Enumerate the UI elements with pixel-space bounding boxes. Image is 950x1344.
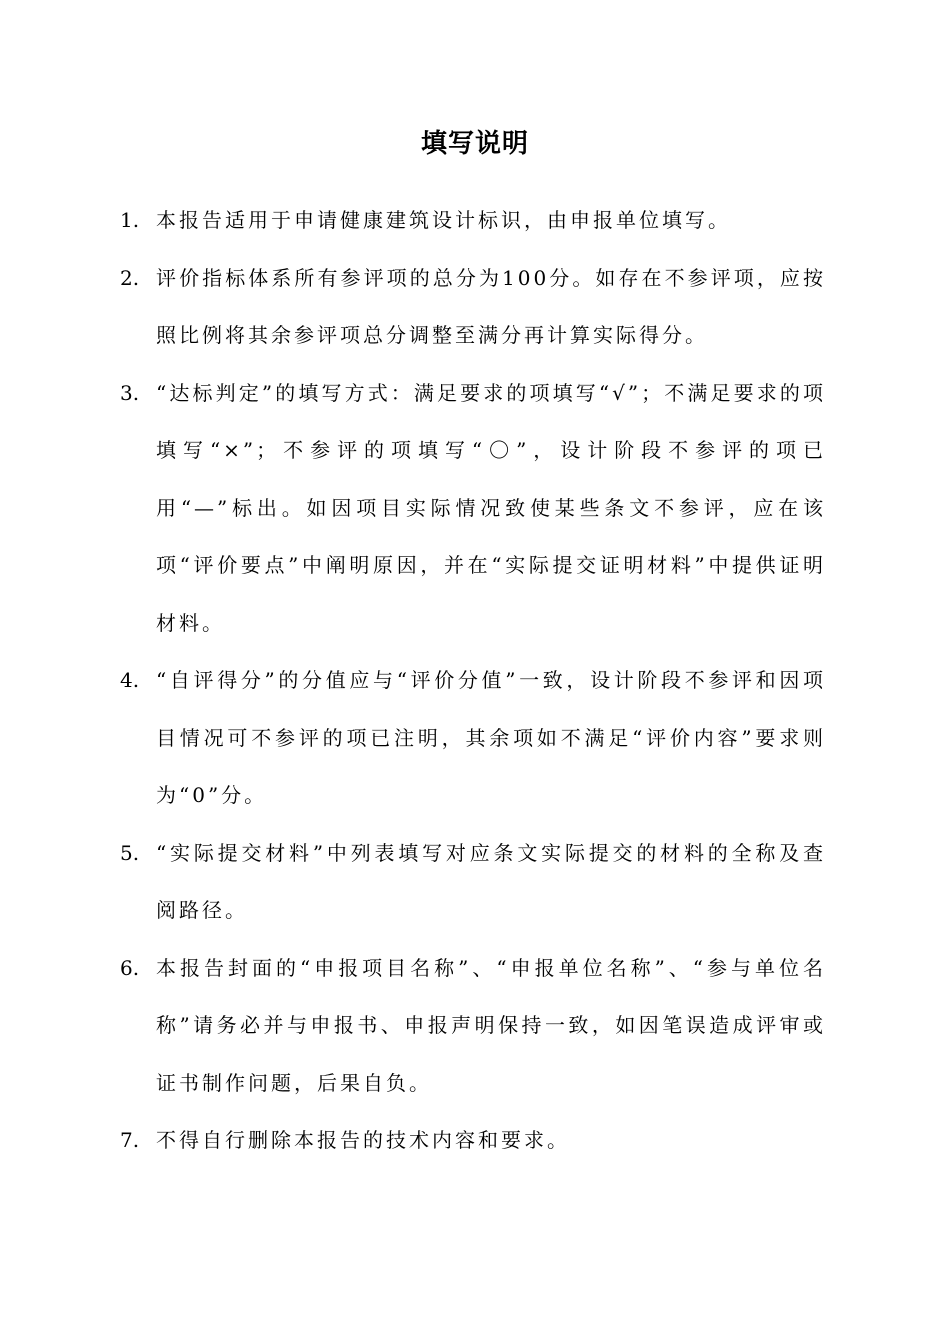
item-text: 评价指标体系所有参评项的总分为100分。如存在不参评项，应按照比例将其余参评项总分调整至满分再计算实际得分。: [156, 265, 826, 347]
item-number: 5.: [120, 840, 140, 865]
item-text: “实际提交材料”中列表填写对应条文实际提交的材料的全称及查阅路径。: [156, 840, 826, 922]
instruction-item-3: [0, 365, 826, 653]
item-number: 2.: [120, 265, 140, 290]
instruction-item-6: [0, 940, 826, 1113]
item-number: 4.: [120, 668, 140, 692]
instruction-item-1: [0, 192, 826, 250]
item-text: 本报告适用于申请健康建筑设计标识，由申报单位填写。: [156, 208, 731, 232]
instruction-item-7: [0, 1112, 826, 1170]
item-text: “达标判定”的填写方式：满足要求的项填写“√”；不满足要求的项填写“×”；不参评的项填写“〇”，设计阶段不参评的项已用“—”标出。如因项目实际情况致使某些条文不参评，应在该项“评价要点”中阐明原因，并在“实际提交证明材料”中提供证明材料。: [156, 380, 826, 635]
item-number: 3.: [120, 380, 140, 405]
instruction-list: [0, 192, 950, 1170]
item-text: 本报告封面的“申报项目名称”、“申报单位名称”、“参与单位名称”请务必并与申报书、申报声明保持一致，如因笔误造成评审或证书制作问题，后果自负。: [156, 955, 826, 1095]
instruction-item-4: [0, 652, 826, 825]
item-number: 6.: [120, 955, 140, 980]
item-text: “自评得分”的分值应与“评价分值”一致，设计阶段不参评和因项目情况可不参评的项已注明，其余项如不满足“评价内容”要求则为“0”分。: [156, 668, 826, 807]
item-text: 不得自行删除本报告的技术内容和要求。: [156, 1128, 570, 1152]
item-number: 7.: [120, 1128, 140, 1152]
item-number: 1.: [120, 208, 140, 232]
instruction-item-2: [0, 250, 826, 365]
instruction-item-5: [0, 825, 826, 940]
page-title: 填写说明: [420, 129, 529, 159]
